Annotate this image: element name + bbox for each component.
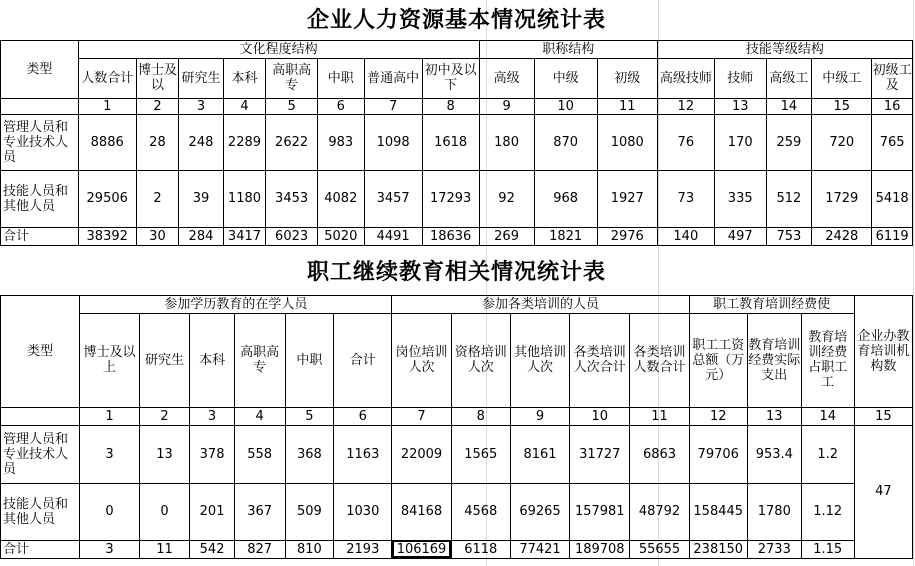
group-header-training-funds[interactable]: 职工教育培训经费使 — [689, 295, 854, 313]
data-cell[interactable]: 284 — [179, 227, 224, 245]
index-cell[interactable]: 15 — [812, 98, 872, 114]
index-cell[interactable]: 3 — [190, 407, 234, 425]
index-cell[interactable]: 13 — [714, 98, 766, 114]
data-cell[interactable]: 378 — [190, 425, 234, 483]
data-cell[interactable]: 22009 — [392, 425, 451, 483]
data-cell[interactable]: 8886 — [78, 114, 136, 170]
table-row — [1, 227, 913, 245]
data-cell[interactable]: 2733 — [747, 540, 801, 558]
data-cell[interactable]: 76 — [657, 114, 714, 170]
column-header[interactable]: 初级 — [597, 58, 657, 98]
data-cell[interactable]: 180 — [479, 114, 534, 170]
index-cell[interactable]: 3 — [179, 98, 224, 114]
data-cell[interactable]: 11 — [139, 540, 190, 558]
data-cell[interactable]: 1080 — [597, 114, 657, 170]
column-header[interactable]: 本科 — [190, 313, 234, 407]
index-cell[interactable]: 5 — [285, 407, 334, 425]
data-cell[interactable]: 512 — [766, 170, 812, 227]
data-cell[interactable]: 69265 — [510, 483, 569, 540]
column-header[interactable]: 中级工 — [812, 58, 872, 98]
data-cell[interactable]: 3417 — [223, 227, 265, 245]
index-cell[interactable]: 2 — [139, 407, 190, 425]
index-cell[interactable]: 11 — [630, 407, 689, 425]
index-cell[interactable]: 10 — [570, 407, 630, 425]
data-cell[interactable]: 1030 — [334, 483, 392, 540]
data-cell[interactable]: 542 — [190, 540, 234, 558]
data-cell[interactable]: 335 — [714, 170, 766, 227]
index-cell[interactable]: 8 — [422, 98, 479, 114]
table-row — [1, 425, 913, 483]
index-cell[interactable]: 14 — [801, 407, 854, 425]
data-cell[interactable]: 2 — [136, 170, 178, 227]
column-header[interactable]: 普通高中 — [364, 58, 422, 98]
column-header[interactable]: 教育培训经费实际支出 — [747, 313, 801, 407]
index-cell[interactable]: 12 — [657, 98, 714, 114]
data-cell[interactable]: 2622 — [266, 114, 318, 170]
group-header-skill[interactable]: 技能等级结构 — [657, 40, 912, 58]
column-header[interactable]: 本科 — [223, 58, 265, 98]
data-cell[interactable]: 39 — [179, 170, 224, 227]
data-cell[interactable]: 1098 — [364, 114, 422, 170]
data-cell[interactable]: 497 — [714, 227, 766, 245]
column-header[interactable]: 教育培训经费占职工工 — [801, 313, 854, 407]
data-cell[interactable]: 753 — [766, 227, 812, 245]
table-row — [1, 170, 913, 227]
type-header[interactable]: 类型 — [1, 40, 79, 98]
column-header[interactable]: 高级工 — [766, 58, 812, 98]
data-cell[interactable]: 3 — [80, 425, 139, 483]
index-cell[interactable]: 5 — [266, 98, 318, 114]
table-title: 企业人力资源基本情况统计表 — [306, 6, 606, 33]
data-cell[interactable]: 259 — [766, 114, 812, 170]
column-header[interactable]: 企业办教育培训机构数 — [854, 295, 912, 407]
index-cell[interactable]: 2 — [136, 98, 178, 114]
data-cell[interactable]: 765 — [872, 114, 913, 170]
data-cell[interactable]: 18636 — [422, 227, 479, 245]
column-header[interactable]: 各类培训人数合计 — [630, 313, 689, 407]
index-cell[interactable]: 4 — [223, 98, 265, 114]
data-cell[interactable]: 1780 — [747, 483, 801, 540]
column-header[interactable]: 各类培训人次合计 — [570, 313, 630, 407]
column-header[interactable]: 中级 — [534, 58, 597, 98]
data-cell[interactable]: 92 — [479, 170, 534, 227]
type-header[interactable]: 类型 — [1, 295, 80, 407]
column-header[interactable]: 职工工资总额（万元） — [689, 313, 747, 407]
column-header[interactable]: 高级 — [479, 58, 534, 98]
column-header[interactable]: 初级工及 — [872, 58, 913, 98]
hr-basic-stats-table — [0, 0, 913, 246]
column-header[interactable]: 其他培训人次 — [510, 313, 569, 407]
index-cell[interactable]: 4 — [234, 407, 285, 425]
row-label[interactable]: 技能人员和其他人员 — [1, 483, 80, 540]
data-cell[interactable]: 13 — [139, 425, 190, 483]
data-cell[interactable]: 4568 — [451, 483, 510, 540]
column-header[interactable]: 博士及以 — [136, 58, 178, 98]
row-label[interactable]: 合计 — [1, 227, 79, 245]
column-header[interactable]: 初中及以下 — [422, 58, 479, 98]
data-cell[interactable]: 158445 — [689, 483, 747, 540]
index-cell[interactable]: 7 — [364, 98, 422, 114]
data-cell[interactable]: 3457 — [364, 170, 422, 227]
index-cell[interactable]: 9 — [479, 98, 534, 114]
index-cell[interactable]: 1 — [80, 407, 139, 425]
data-cell[interactable]: 2428 — [812, 227, 872, 245]
index-cell[interactable]: 9 — [510, 407, 569, 425]
data-cell[interactable]: 1163 — [334, 425, 392, 483]
data-cell[interactable]: 4082 — [318, 170, 365, 227]
index-cell[interactable]: 13 — [747, 407, 801, 425]
data-cell[interactable]: 170 — [714, 114, 766, 170]
row-label[interactable]: 管理人员和专业技术人员 — [1, 425, 80, 483]
data-cell[interactable]: 3 — [80, 540, 139, 558]
data-cell[interactable]: 4491 — [364, 227, 422, 245]
selected-cell[interactable]: 106169 — [392, 540, 451, 558]
table-row — [1, 114, 913, 170]
data-cell[interactable]: 5020 — [318, 227, 365, 245]
data-cell[interactable]: 17293 — [422, 170, 479, 227]
data-cell[interactable]: 1821 — [534, 227, 597, 245]
data-cell[interactable]: 0 — [139, 483, 190, 540]
data-cell[interactable]: 29506 — [78, 170, 136, 227]
data-cell[interactable]: 953.4 — [747, 425, 801, 483]
data-cell[interactable]: 1927 — [597, 170, 657, 227]
data-cell[interactable]: 0 — [80, 483, 139, 540]
column-header[interactable]: 合计 — [334, 313, 392, 407]
data-cell[interactable]: 509 — [285, 483, 334, 540]
index-cell[interactable]: 8 — [451, 407, 510, 425]
data-cell[interactable]: 2193 — [334, 540, 392, 558]
data-cell[interactable]: 720 — [812, 114, 872, 170]
data-cell[interactable]: 6119 — [872, 227, 913, 245]
data-cell[interactable]: 1.15 — [801, 540, 854, 558]
index-cell[interactable]: 1 — [78, 98, 136, 114]
index-cell[interactable]: 7 — [392, 407, 451, 425]
data-cell[interactable]: 140 — [657, 227, 714, 245]
index-cell[interactable]: 15 — [854, 407, 912, 425]
row-label[interactable]: 管理人员和专业技术人员 — [1, 114, 79, 170]
column-header[interactable]: 资格培训人次 — [451, 313, 510, 407]
data-cell[interactable]: 6863 — [630, 425, 689, 483]
data-cell[interactable]: 1180 — [223, 170, 265, 227]
row-label[interactable]: 技能人员和其他人员 — [1, 170, 79, 227]
group-header-training[interactable]: 参加各类培训的人员 — [392, 295, 689, 313]
index-cell[interactable]: 14 — [766, 98, 812, 114]
data-cell[interactable]: 870 — [534, 114, 597, 170]
data-cell[interactable]: 1.2 — [801, 425, 854, 483]
group-header-degree-education[interactable]: 参加学历教育的在学人员 — [80, 295, 392, 313]
index-cell[interactable] — [1, 98, 79, 114]
data-cell[interactable]: 238150 — [689, 540, 747, 558]
data-cell[interactable]: 2289 — [223, 114, 265, 170]
index-cell[interactable]: 11 — [597, 98, 657, 114]
data-cell[interactable]: 28 — [136, 114, 178, 170]
data-cell[interactable]: 1618 — [422, 114, 479, 170]
column-header[interactable]: 技师 — [714, 58, 766, 98]
data-cell[interactable]: 30 — [136, 227, 178, 245]
data-cell[interactable]: 1565 — [451, 425, 510, 483]
data-cell[interactable]: 827 — [234, 540, 285, 558]
data-cell[interactable]: 6023 — [266, 227, 318, 245]
data-cell[interactable]: 55655 — [630, 540, 689, 558]
data-cell[interactable]: 5418 — [872, 170, 913, 227]
data-cell[interactable]: 248 — [179, 114, 224, 170]
data-cell[interactable]: 48792 — [630, 483, 689, 540]
group-header-education[interactable]: 文化程度结构 — [78, 40, 479, 58]
table-row — [1, 483, 913, 540]
index-cell[interactable]: 12 — [689, 407, 747, 425]
column-header[interactable]: 博士及以上 — [80, 313, 139, 407]
column-header[interactable]: 高职高专 — [266, 58, 318, 98]
index-cell[interactable]: 10 — [534, 98, 597, 114]
data-cell[interactable]: 73 — [657, 170, 714, 227]
data-cell[interactable]: 3453 — [266, 170, 318, 227]
index-cell[interactable]: 6 — [318, 98, 365, 114]
column-header[interactable]: 人数合计 — [78, 58, 136, 98]
index-cell[interactable] — [1, 407, 80, 425]
data-cell[interactable]: 84168 — [392, 483, 451, 540]
data-cell[interactable]: 8161 — [510, 425, 569, 483]
column-header[interactable]: 岗位培训人次 — [392, 313, 451, 407]
column-header[interactable]: 研究生 — [139, 313, 190, 407]
data-cell[interactable]: 983 — [318, 114, 365, 170]
data-cell[interactable]: 31727 — [570, 425, 630, 483]
column-header[interactable]: 研究生 — [179, 58, 224, 98]
data-cell[interactable]: 368 — [285, 425, 334, 483]
data-cell[interactable]: 1.12 — [801, 483, 854, 540]
column-header[interactable]: 中职 — [318, 58, 365, 98]
data-cell[interactable]: 79706 — [689, 425, 747, 483]
data-cell[interactable]: 1729 — [812, 170, 872, 227]
index-cell[interactable]: 16 — [872, 98, 913, 114]
data-cell[interactable]: 367 — [234, 483, 285, 540]
data-cell[interactable]: 269 — [479, 227, 534, 245]
continuing-education-table — [0, 249, 913, 559]
data-cell[interactable]: 810 — [285, 540, 334, 558]
data-cell[interactable]: 2976 — [597, 227, 657, 245]
data-cell[interactable]: 189708 — [570, 540, 630, 558]
data-cell[interactable]: 157981 — [570, 483, 630, 540]
institutions-count-cell[interactable]: 47 — [854, 425, 912, 558]
table-row — [1, 540, 913, 558]
column-header[interactable]: 中职 — [285, 313, 334, 407]
data-cell[interactable]: 968 — [534, 170, 597, 227]
data-cell[interactable]: 6118 — [451, 540, 510, 558]
data-cell[interactable]: 77421 — [510, 540, 569, 558]
column-header[interactable]: 高职高专 — [234, 313, 285, 407]
row-label[interactable]: 合计 — [1, 540, 80, 558]
data-cell[interactable]: 558 — [234, 425, 285, 483]
table-title: 职工继续教育相关情况统计表 — [306, 258, 606, 285]
data-cell[interactable]: 201 — [190, 483, 234, 540]
group-header-title[interactable]: 职称结构 — [479, 40, 657, 58]
index-cell[interactable]: 6 — [334, 407, 392, 425]
data-cell[interactable]: 38392 — [78, 227, 136, 245]
column-header[interactable]: 高级技师 — [657, 58, 714, 98]
